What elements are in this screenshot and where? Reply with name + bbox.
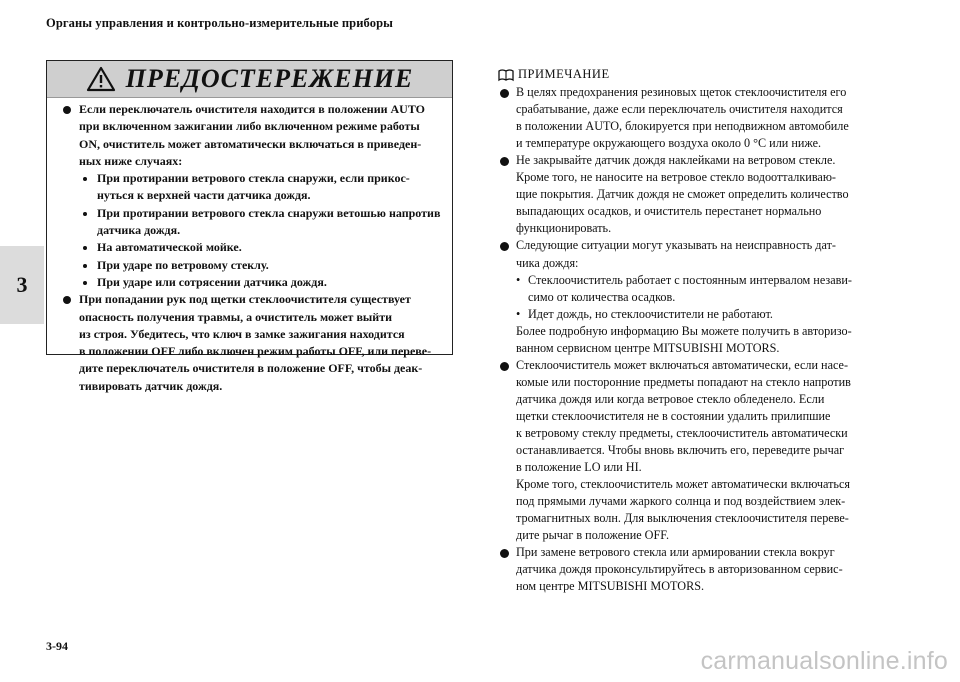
note-list-item	[498, 357, 898, 545]
sub-bullet-icon: •	[516, 272, 521, 287]
warning-sub-item	[61, 274, 442, 291]
text-line: тивировать датчик дождя.	[79, 378, 223, 393]
warning-title: ПРЕДОСТЕРЕЖЕНИЕ	[125, 64, 414, 93]
note-section	[498, 66, 898, 595]
text-line: Если переключатель очистителя находится в положении AUTO	[79, 102, 425, 116]
page-number: 3-94	[46, 639, 68, 653]
text-line: из строя. Убедитесь, что ключ в замке зажигания находится	[79, 326, 405, 341]
bullet-icon	[63, 296, 71, 304]
text-line: Более подробную информацию Вы можете получить в авторизо-	[516, 323, 852, 338]
text-line: срабатывание, даже если переключатель очистителя находится	[516, 102, 843, 117]
text-line: Кроме того, стеклоочиститель может автоматически включаться	[516, 477, 851, 492]
text-line: ном центре MITSUBISHI MOTORS.	[516, 579, 705, 594]
text-line: При ударе по ветровому стеклу.	[97, 257, 269, 272]
sub-bullet-icon	[83, 246, 87, 250]
text-line: ON, очиститель может автоматически включаться в приведен-	[79, 136, 422, 151]
watermark: carmanualsonline.info	[700, 647, 948, 675]
warning-sub-item	[61, 239, 442, 256]
bullet-icon	[500, 362, 509, 371]
bullet-icon	[500, 89, 509, 98]
text-line: ных ниже случаях:	[79, 153, 183, 168]
text-line: Идет дождь, но стеклоочистители не работают.	[528, 306, 773, 321]
note-list-item	[498, 84, 898, 152]
text-line: в положении AUTO, блокируется при неподвижном автомобиле	[516, 119, 849, 134]
text-line: Следующие ситуации могут указывать на неисправность дат-	[516, 238, 836, 253]
warning-box	[46, 60, 453, 393]
text-line: Стеклоочиститель работает с постоянным интервалом незави-	[528, 272, 852, 287]
sub-bullet-icon	[83, 212, 87, 216]
text-line: щие покрытия. Датчик дождя не сможет определить количество	[516, 187, 849, 202]
sub-bullet-icon	[83, 281, 87, 285]
text-line: тромагнитных волн. Для выключения стеклоочистителя переве-	[516, 511, 849, 526]
warning-header	[47, 61, 452, 98]
text-line: чика дождя:	[516, 255, 579, 270]
text-line: ванном сервисном центре MITSUBISHI MOTORS.	[516, 340, 780, 355]
sub-bullet-icon	[83, 177, 87, 181]
text-line: в положении OFF либо включен режим работы OFF, или переве-	[79, 344, 432, 359]
text-line: датчика дождя проконсультируйтесь в авторизованном сервис-	[516, 562, 843, 577]
text-line: и температуре окружающего воздуха около 0 °C или ниже.	[516, 136, 822, 151]
text-line: дите рычаг в положение OFF.	[516, 528, 670, 543]
text-line: При замене ветрового стекла или армировании стекла вокруг	[516, 545, 835, 560]
bullet-icon	[500, 549, 509, 558]
warning-body	[47, 98, 452, 395]
text-line: Кроме того, не наносите на ветровое стекло водоотталкиваю-	[516, 170, 836, 185]
page-header-title: Органы управления и контрольно-измерительные приборы	[46, 16, 393, 30]
note-header	[498, 66, 898, 83]
warning-sub-item	[61, 205, 442, 240]
text-line: при включенном зажигании либо включенном режиме работы	[79, 119, 420, 134]
text-line: датчика дождя.	[97, 223, 181, 238]
warning-list-item	[61, 291, 442, 395]
note-list-item	[498, 544, 898, 595]
text-line: к ветровому стеклу предметы, стеклоочиститель автоматически	[516, 425, 848, 440]
text-line: На автоматической мойке.	[97, 240, 242, 255]
bullet-icon	[500, 242, 509, 251]
text-line: При ударе или сотрясении датчика дождя.	[97, 274, 327, 289]
text-line: под прямыми лучами жаркого солнца и под воздействием элек-	[516, 494, 846, 509]
note-sub-item	[498, 272, 898, 306]
text-line: При попадании рук под щетки стеклоочистителя существует	[79, 292, 411, 307]
text-line: опасность получения травмы, а очиститель может выйти	[79, 309, 393, 324]
text-line: При протирании ветрового стекла снаружи, если прикос-	[97, 171, 410, 186]
note-list-item	[498, 152, 898, 237]
sub-bullet-icon: •	[516, 306, 521, 321]
text-line: Не закрывайте датчик дождя наклейками на ветровом стекле.	[516, 153, 836, 168]
sub-bullet-icon	[83, 264, 87, 268]
note-body	[498, 84, 898, 595]
note-title: ПРИМЕЧАНИЕ	[518, 67, 610, 81]
bullet-icon	[63, 106, 71, 114]
text-line: дите переключатель очистителя в положение OFF, чтобы деак-	[79, 361, 423, 376]
note-list-item	[498, 237, 898, 271]
warning-sub-item	[61, 170, 442, 205]
text-line: комые или посторонние предметы попадают на стекло напротив	[516, 374, 851, 389]
text-line: выпадающих осадков, и очиститель перестанет нормально	[516, 204, 822, 219]
text-line: датчика дождя или когда ветровое стекло обледенело. Если	[516, 391, 825, 406]
note-sub-item	[498, 306, 898, 323]
chapter-number: 3	[16, 272, 28, 297]
warning-list-item	[61, 101, 442, 170]
text-line: симо от количества осадков.	[528, 289, 676, 304]
note-continuation	[498, 323, 898, 357]
warning-sub-item	[61, 257, 442, 274]
chapter-tab	[0, 246, 44, 324]
text-line: Стеклоочиститель может включаться автоматически, если насе-	[516, 357, 849, 372]
bullet-icon	[500, 157, 509, 166]
text-line: щетки стеклоочистителя не в состоянии удалить прилипшие	[516, 408, 831, 423]
text-line: останавливается. Чтобы вновь включить его, переведите рычаг	[516, 443, 845, 458]
text-line: функционировать.	[516, 221, 612, 236]
text-line: нуться к верхней части датчика дождя.	[97, 188, 311, 203]
warning-triangle-icon	[86, 66, 116, 92]
text-line: в положение LO или HI.	[516, 460, 642, 475]
text-line: В целях предохранения резиновых щеток стеклоочистителя его	[516, 85, 847, 100]
note-pen-icon	[498, 68, 514, 82]
text-line: При протирании ветрового стекла снаружи ветошью напротив	[97, 205, 441, 220]
